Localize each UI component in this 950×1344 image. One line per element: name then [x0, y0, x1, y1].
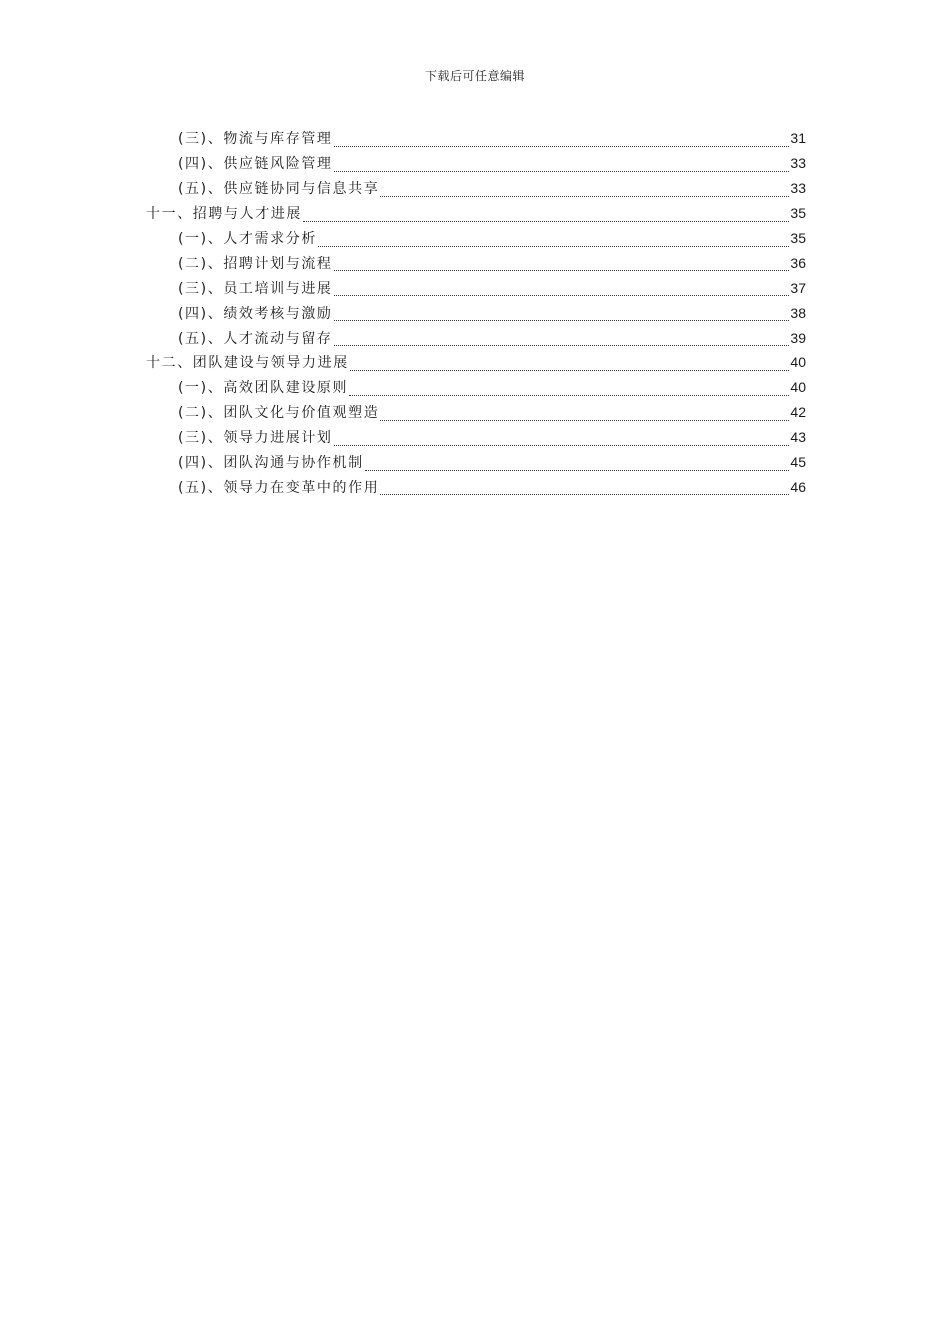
toc-leader-dots: [334, 306, 790, 321]
table-of-contents: [0, 126, 950, 499]
toc-entry[interactable]: [0, 275, 806, 300]
toc-entry-page: 42: [790, 404, 806, 421]
toc-entry-page: 33: [790, 180, 806, 197]
toc-entry-title: (一)、人才需求分析: [178, 231, 317, 247]
toc-entry[interactable]: [0, 300, 806, 325]
toc-entry-title: (五)、人才流动与留存: [178, 330, 333, 347]
toc-entry-title: (二)、招聘计划与流程: [178, 255, 333, 272]
toc-leader-dots: [380, 406, 789, 421]
toc-leader-dots: [365, 456, 790, 471]
toc-leader-dots: [334, 431, 790, 446]
toc-entry-page: 37: [790, 279, 806, 296]
toc-entry[interactable]: [0, 450, 806, 475]
toc-entry-page: 35: [790, 230, 806, 246]
page-header: 下载后可任意编辑: [424, 69, 525, 83]
toc-entry-title: 十一、招聘与人才进展: [146, 206, 302, 223]
toc-entry-title: (三)、员工培训与进展: [178, 280, 333, 297]
toc-entry-page: 33: [790, 155, 806, 172]
toc-leader-dots: [350, 356, 790, 371]
toc-entry-page: 39: [790, 329, 806, 346]
toc-leader-dots: [380, 480, 789, 495]
toc-entry-title: 十二、团队建设与领导力进展: [146, 355, 349, 372]
toc-entry-title: (四)、供应链风险管理: [178, 156, 333, 173]
toc-entry-title: (一)、高效团队建设原则: [178, 380, 349, 397]
toc-entry[interactable]: [0, 226, 806, 251]
toc-entry[interactable]: [0, 425, 806, 450]
toc-chapter-entry[interactable]: [0, 201, 806, 226]
toc-entry-page: 31: [790, 130, 806, 147]
toc-entry[interactable]: [0, 126, 806, 151]
toc-entry[interactable]: [0, 250, 806, 275]
toc-entry[interactable]: [0, 474, 806, 499]
toc-entry-page: 35: [790, 205, 806, 222]
toc-chapter-entry[interactable]: [0, 350, 806, 375]
toc-entry[interactable]: [0, 325, 806, 350]
toc-entry-page: 38: [790, 304, 806, 321]
toc-leader-dots: [349, 381, 789, 396]
toc-entry-page: 43: [790, 429, 806, 446]
toc-leader-dots: [334, 281, 790, 296]
toc-entry-title: (五)、领导力在变革中的作用: [178, 479, 380, 496]
toc-entry-title: (三)、领导力进展计划: [178, 430, 333, 447]
toc-leader-dots: [334, 331, 790, 346]
toc-entry-title: (四)、团队沟通与协作机制: [178, 455, 364, 472]
toc-entry[interactable]: [0, 375, 806, 400]
toc-leader-dots: [303, 207, 789, 222]
toc-entry-title: (五)、供应链协同与信息共享: [178, 181, 380, 198]
toc-entry[interactable]: [0, 176, 806, 201]
toc-entry-title: (二)、团队文化与价值观塑造: [178, 405, 380, 422]
toc-entry-page: 45: [790, 454, 806, 471]
toc-entry-page: 36: [790, 254, 806, 271]
toc-entry-page: 40: [790, 354, 806, 371]
toc-leader-dots: [380, 182, 789, 197]
toc-entry-page: 40: [790, 379, 806, 396]
toc-leader-dots: [334, 132, 790, 147]
toc-leader-dots: [334, 256, 790, 271]
toc-entry[interactable]: [0, 400, 806, 425]
toc-entry[interactable]: [0, 151, 806, 176]
toc-leader-dots: [318, 232, 789, 247]
toc-entry-title: (三)、物流与库存管理: [178, 131, 333, 148]
toc-entry-page: 46: [790, 478, 806, 495]
toc-entry-title: (四)、绩效考核与激励: [178, 305, 333, 322]
toc-leader-dots: [334, 157, 790, 172]
